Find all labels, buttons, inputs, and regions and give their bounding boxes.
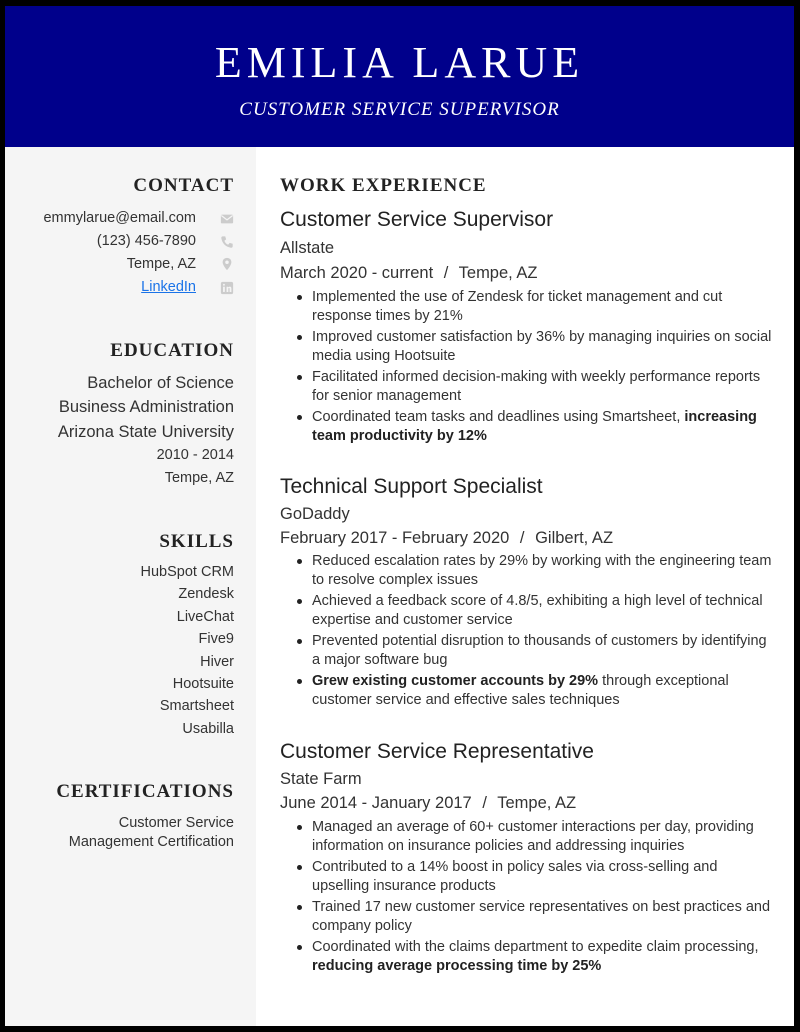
- job-company: Allstate: [280, 239, 335, 257]
- certifications-heading: CERTIFICATIONS: [56, 781, 234, 802]
- separator: /: [443, 264, 449, 282]
- skill-item: HubSpot CRM: [140, 564, 234, 580]
- job-dates-line: [280, 262, 538, 284]
- skill-item: Usabilla: [182, 721, 234, 737]
- job-title: Customer Service Supervisor: [280, 208, 554, 231]
- separator: /: [519, 529, 525, 547]
- job-location: Tempe, AZ: [497, 794, 577, 812]
- location-pin-icon: [220, 257, 234, 271]
- bullet-item: Achieved a feedback score of 4.8/5, exhibiting a high level of technical expertise and customer service: [312, 592, 772, 629]
- skill-item: Five9: [198, 631, 234, 647]
- job-company: State Farm: [280, 770, 362, 788]
- contact-heading: CONTACT: [133, 175, 234, 196]
- bullet-item: Grew existing customer accounts by 29% through exceptional customer service and effective sales techniques: [312, 672, 772, 709]
- job-dates: February 2017 - February 2020: [280, 529, 510, 547]
- job-dates: March 2020 - current: [280, 264, 434, 282]
- bullet-item: Coordinated with the claims department to expedite claim processing, reducing average processing time by 25%: [312, 938, 772, 975]
- job-title: Technical Support Specialist: [280, 475, 543, 498]
- education-school: Arizona State University: [57, 423, 234, 441]
- bullet-item: Managed an average of 60+ customer interactions per day, providing information on insurance policies and addressing inquiries: [312, 818, 772, 855]
- resume-page: [5, 6, 794, 1026]
- candidate-name: EMILIA LARUE: [214, 38, 585, 87]
- certification-line: Management Certification: [68, 834, 234, 850]
- job-bullets: [312, 288, 772, 448]
- job-location: Gilbert, AZ: [535, 529, 614, 547]
- linkedin-link[interactable]: LinkedIn: [141, 279, 196, 295]
- job-dates: June 2014 - January 2017: [280, 794, 472, 812]
- bullet-item: Improved customer satisfaction by 36% by managing inquiries on social media using Hootsuite: [312, 329, 772, 364]
- skill-item: Hootsuite: [172, 676, 234, 692]
- job-location: Tempe, AZ: [458, 264, 538, 282]
- main-content: [256, 147, 794, 1026]
- job-company: GoDaddy: [280, 505, 350, 523]
- skill-item: Zendesk: [178, 586, 234, 602]
- separator: /: [482, 794, 487, 812]
- candidate-role: CUSTOMER SERVICE SUPERVISOR: [239, 99, 560, 120]
- bullet-item: Implemented the use of Zendesk for ticket management and cut response times by 21%: [312, 288, 772, 325]
- contact-email[interactable]: emmylarue@email.com: [43, 210, 196, 226]
- job-bullets: [312, 818, 772, 978]
- contact-location: Tempe, AZ: [126, 256, 196, 272]
- work-experience-heading: WORK EXPERIENCE: [280, 175, 487, 196]
- job-dates-line: [280, 527, 613, 549]
- job-bullets: [312, 552, 772, 712]
- envelope-icon: [220, 212, 234, 226]
- bullet-item: Trained 17 new customer service representatives on best practices and company policy: [312, 899, 771, 934]
- bullet-item: Facilitated informed decision-making with weekly performance reports for senior management: [312, 368, 772, 405]
- certification-line: Customer Service: [118, 815, 234, 831]
- sidebar: [5, 147, 256, 1026]
- education-location: Tempe, AZ: [164, 470, 234, 486]
- skill-item: Hiver: [200, 654, 234, 670]
- linkedin-icon[interactable]: [220, 281, 234, 295]
- contact-phone[interactable]: (123) 456-7890: [96, 233, 196, 249]
- education-degree: Bachelor of Science: [87, 374, 234, 392]
- bullet-item: Prevented potential disruption to thousands of customers by identifying a major software bug: [312, 632, 772, 669]
- job-dates-line: [280, 792, 576, 814]
- job-title: Customer Service Representative: [280, 740, 594, 763]
- phone-icon: [220, 235, 234, 249]
- education-major: Business Administration: [58, 398, 234, 416]
- education-years: 2010 - 2014: [156, 447, 234, 463]
- skill-item: LiveChat: [176, 609, 234, 625]
- resume-header: [5, 6, 794, 147]
- skill-item: Smartsheet: [159, 698, 234, 714]
- bullet-item: Coordinated team tasks and deadlines using Smartsheet, increasing team productivity by 12%: [312, 408, 772, 445]
- education-heading: EDUCATION: [110, 340, 234, 361]
- skills-heading: SKILLS: [159, 531, 234, 552]
- bullet-item: Contributed to a 14% boost in policy sales via cross-selling and upselling insurance products: [312, 858, 772, 895]
- bullet-item: Reduced escalation rates by 29% by working with the engineering team to resolve complex issues: [312, 553, 772, 588]
